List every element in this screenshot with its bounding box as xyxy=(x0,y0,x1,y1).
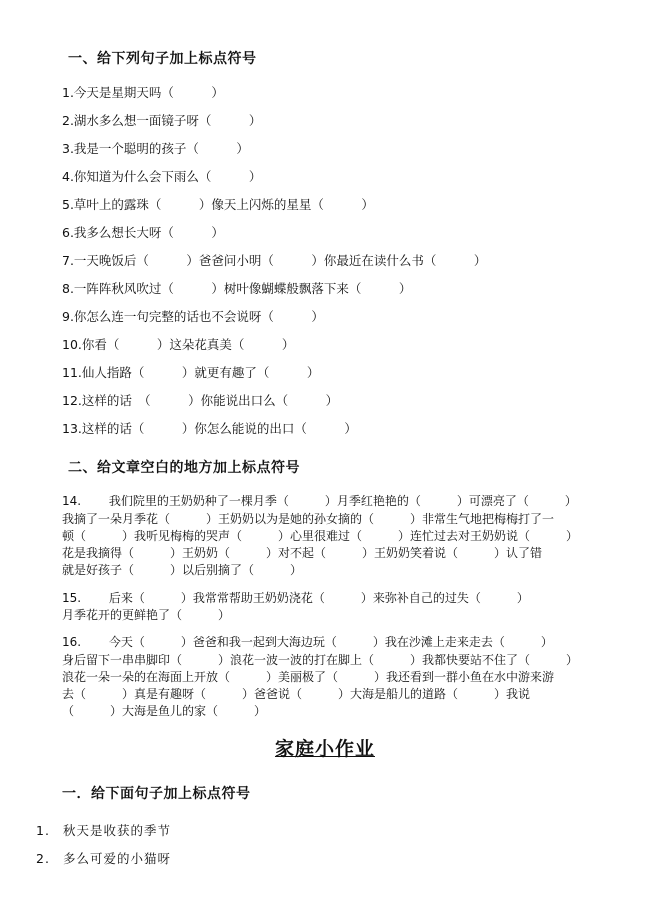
p16-line-3: 浪花一朵一朵的在海面上开放（ ）美丽极了（ ）我还看到一群小鱼在水中游来游 xyxy=(62,670,555,684)
s1-item-1: 1.今天是星期天吗（ ） xyxy=(62,85,224,100)
s1-item-10: 10.你看（ ）这朵花真美（ ） xyxy=(62,337,295,352)
homework-item-1 xyxy=(36,821,171,839)
p14-line-3: 顿（ ）我听见梅梅的哭声（ ）心里很难过（ ）连忙过去对王奶奶说（ ） xyxy=(62,529,579,543)
s1-item-8: 8.一阵阵秋风吹过（ ）树叶像蝴蝶般飘落下来（ ） xyxy=(62,281,412,296)
s1-item-2: 2.湖水多么想一面镜子呀（ ） xyxy=(62,113,262,128)
p14-line-2: 我摘了一朵月季花（ ）王奶奶以为是她的孙女摘的（ ）非常生气地把梅梅打了一 xyxy=(62,512,555,526)
homework-item-number: 2. xyxy=(36,851,50,866)
section1-heading: 一、给下列句子加上标点符号 xyxy=(68,51,257,67)
homework-title: 家庭小作业 xyxy=(274,738,375,760)
s1-item-9: 9.你怎么连一句完整的话也不会说呀（ ） xyxy=(62,309,324,324)
p14-line-4: 花是我摘得（ ）王奶奶（ ）对不起（ ）王奶奶笑着说（ ）认了错 xyxy=(62,546,543,560)
p15-line-1: 15. 后来（ ）我常常帮助王奶奶浇花（ ）来弥补自己的过失（ ） xyxy=(62,591,529,605)
p15-line-2: 月季花开的更鲜艳了（ ） xyxy=(62,608,231,622)
s1-item-11: 11.仙人指路（ ）就更有趣了（ ） xyxy=(62,365,320,380)
p16-line-5: （ ）大海是鱼儿的家（ ） xyxy=(62,704,267,718)
p14-line-5: 就是好孩子（ ）以后别摘了（ ） xyxy=(62,563,303,577)
s1-item-12: 12.这样的话 （ ）你能说出口么（ ） xyxy=(62,393,339,408)
s1-item-13: 13.这样的话（ ）你怎么能说的出口（ ） xyxy=(62,421,357,436)
homework-item-number: 1. xyxy=(36,823,50,838)
homework-item-2 xyxy=(36,849,171,867)
p14-line-1: 14. 我们院里的王奶奶种了一棵月季（ ）月季红艳艳的（ ）可漂亮了（ ） xyxy=(62,494,577,508)
section2-heading: 二、给文章空白的地方加上标点符号 xyxy=(68,460,300,476)
p16-line-4: 去（ ）真是有趣呀（ ）爸爸说（ ）大海是船儿的道路（ ）我说 xyxy=(62,687,531,701)
s1-item-7: 7.一天晚饭后（ ）爸爸问小明（ ）你最近在读什么书（ ） xyxy=(62,253,487,268)
homework-item-text: 多么可爱的小猫呀 xyxy=(63,851,172,866)
s1-item-6: 6.我多么想长大呀（ ） xyxy=(62,225,224,240)
s1-item-4: 4.你知道为什么会下雨么（ ） xyxy=(62,169,262,184)
p16-line-1: 16. 今天（ ）爸爸和我一起到大海边玩（ ）我在沙滩上走来走去（ ） xyxy=(62,635,553,649)
p16-line-2: 身后留下一串串脚印（ ）浪花一波一波的打在脚上（ ）我都快要站不住了（ ） xyxy=(62,653,579,667)
s1-item-5: 5.草叶上的露珠（ ）像天上闪烁的星星（ ） xyxy=(62,197,374,212)
homework-heading: 一．给下面句子加上标点符号 xyxy=(62,786,251,802)
s1-item-3: 3.我是一个聪明的孩子（ ） xyxy=(62,141,249,156)
homework-item-text: 秋天是收获的季节 xyxy=(63,823,172,838)
